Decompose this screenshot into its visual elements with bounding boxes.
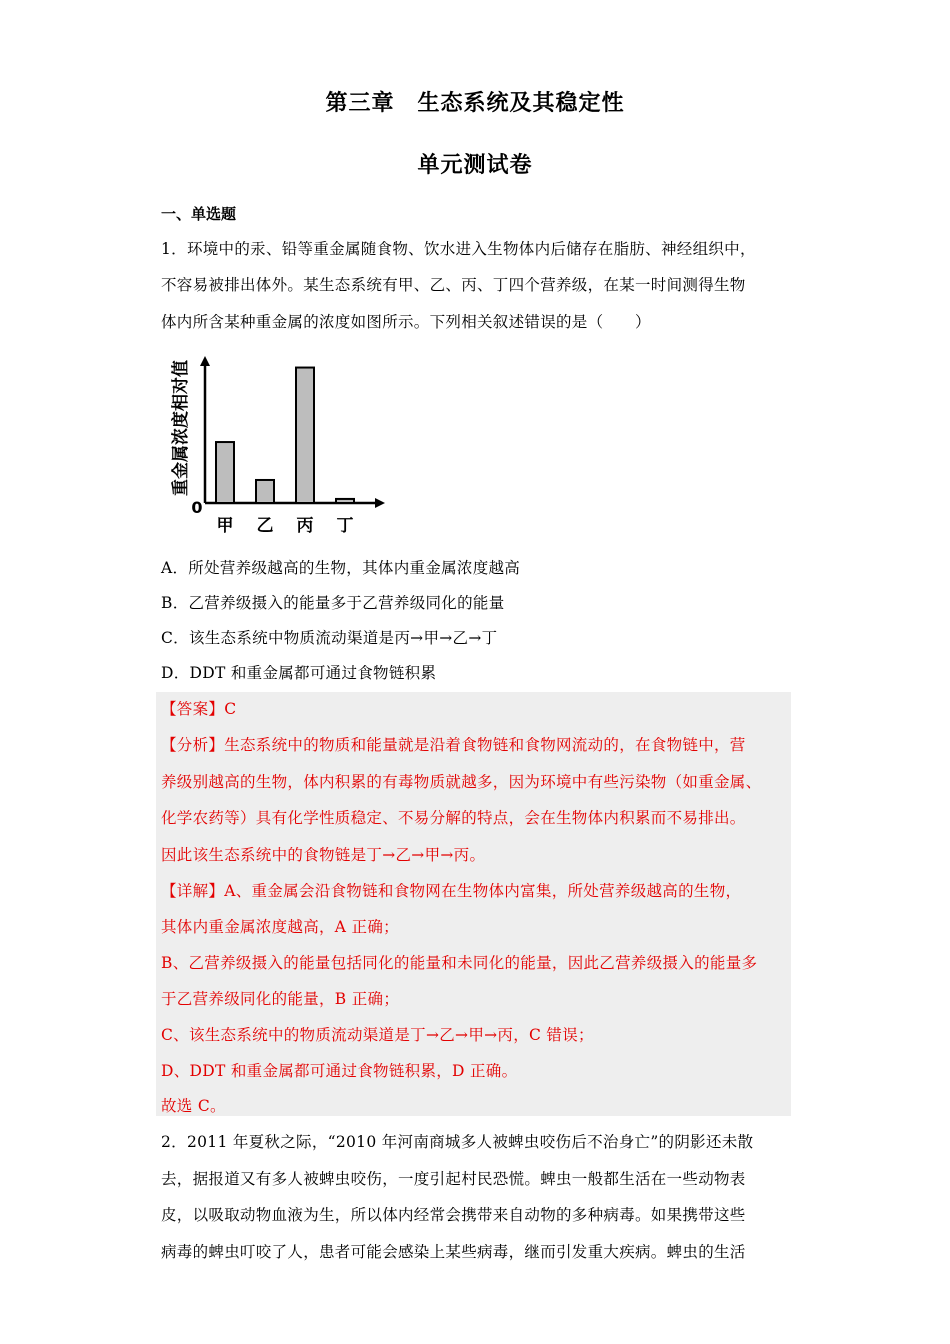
q2-line: 去，据报道又有多人被蜱虫咬伤，一度引起村民恐慌。蜱虫一般都生活在一些动物表 <box>161 1170 746 1188</box>
y-axis-label: 重金属浓度相对值 <box>171 360 191 496</box>
answer-label: 【答案】C <box>161 700 237 718</box>
q1-option-d: D．DDT 和重金属都可通过食物链积累 <box>161 664 437 682</box>
page-title: 第三章 生态系统及其稳定性 <box>325 90 625 116</box>
analysis-line: 因此该生态系统中的食物链是丁→乙→甲→丙。 <box>161 846 486 864</box>
detail-line: 其体内重金属浓度越高，A 正确； <box>161 918 399 936</box>
q1-option-b: B．乙营养级摄入的能量多于乙营养级同化的能量 <box>161 594 505 612</box>
q2-line: 2．2011 年夏秋之际，“2010 年河南商城多人被蜱虫咬伤后不治身亡”的阴影还未散 <box>161 1133 754 1151</box>
analysis-line: 【分析】生态系统中的物质和能量就是沿着食物链和食物网流动的，在食物链中，营 <box>161 736 746 754</box>
bar-丙 <box>296 368 314 503</box>
analysis-line: 化学农药等）具有化学性质稳定、不易分解的特点，会在生物体内积累而不易排出。 <box>161 809 746 827</box>
bar-丁 <box>336 499 354 503</box>
page-subtitle: 单元测试卷 <box>417 152 533 178</box>
answer-box <box>156 692 791 1116</box>
bar-甲 <box>216 442 234 503</box>
detail-line: B、乙营养级摄入的能量包括同化的能量和未同化的能量，因此乙营养级摄入的能量多 <box>161 954 758 972</box>
analysis-line: 养级别越高的生物，体内积累的有毒物质就越多，因为环境中有些污染物（如重金属、 <box>161 773 762 791</box>
concentration-bar-chart <box>160 348 390 538</box>
q1-option-a: A．所处营养级越高的生物，其体内重金属浓度越高 <box>161 559 521 577</box>
detail-line: D、DDT 和重金属都可通过食物链积累，D 正确。 <box>161 1062 518 1080</box>
q1-stem-line: 1．环境中的汞、铅等重金属随食物、饮水进入生物体内后储存在脂肪、神经组织中， <box>161 240 756 258</box>
x-tick-label: 甲 <box>216 516 234 536</box>
bar-乙 <box>256 480 274 503</box>
final-choice: 故选 C。 <box>161 1097 226 1115</box>
x-axis-arrow <box>375 498 385 508</box>
x-tick-label: 丙 <box>296 516 314 536</box>
q2-line: 病毒的蜱虫叮咬了人，患者可能会感染上某些病毒，继而引发重大疾病。蜱虫的生活 <box>161 1243 746 1261</box>
y-axis-arrow <box>200 356 210 366</box>
detail-line: 【详解】A、重金属会沿食物链和食物网在生物体内富集，所处营养级越高的生物， <box>161 882 742 900</box>
detail-line: C、该生态系统中的物质流动渠道是丁→乙→甲→丙，C 错误； <box>161 1026 594 1044</box>
q2-line: 皮，以吸取动物血液为生，所以体内经常会携带来自动物的多种病毒。如果携带这些 <box>161 1206 746 1224</box>
q1-stem-line: 不容易被排出体外。某生态系统有甲、乙、丙、丁四个营养级，在某一时间测得生物 <box>161 276 746 294</box>
detail-line: 于乙营养级同化的能量，B 正确； <box>161 990 400 1008</box>
section-heading: 一、单选题 <box>161 205 237 223</box>
x-tick-label: 乙 <box>256 516 274 536</box>
q1-stem-line: 体内所含某种重金属的浓度如图所示。下列相关叙述错误的是（ ） <box>161 313 651 331</box>
q1-option-c: C．该生态系统中物质流动渠道是丙→甲→乙→丁 <box>161 629 498 647</box>
x-tick-label: 丁 <box>336 516 354 536</box>
origin-label: 0 <box>191 498 203 517</box>
